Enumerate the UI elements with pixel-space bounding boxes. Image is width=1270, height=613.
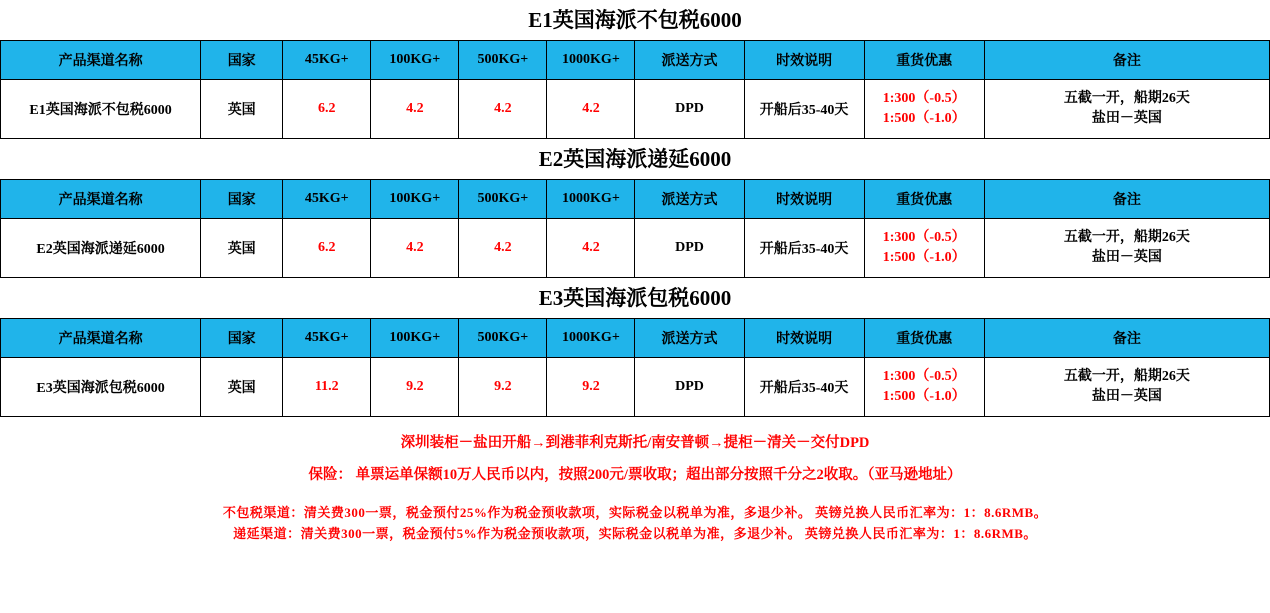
cell-product-channel: E1英国海派不包税6000 (1, 80, 201, 139)
cell-price-100kg: 4.2 (371, 219, 459, 278)
col-product-channel: 产品渠道名称 (1, 180, 201, 219)
cell-delivery-method: DPD (635, 358, 744, 417)
col-1000kg: 1000KG+ (547, 319, 635, 358)
remark-line-2: 盐田－英国 (1091, 250, 1162, 265)
cell-price-500kg: 4.2 (459, 80, 547, 139)
note-route: 深圳装柜－盐田开船→到港菲利克斯托/南安普顿→提柜－清关－交付DPD (400, 435, 870, 451)
note-untaxed-channel: 不包税渠道：清关费300一票，税金预付25%作为税金预收款项，实际税金以税单为准，多退少补。 英镑兑换人民币汇率为：1：8.6RMB。 (222, 505, 1048, 520)
col-heavy-discount: 重货优惠 (864, 319, 984, 358)
cell-product-channel: E3英国海派包税6000 (1, 358, 201, 417)
cell-heavy-discount (864, 80, 984, 139)
col-remark: 备注 (984, 319, 1269, 358)
heavy-discount-line-2: 1:500（-1.0） (882, 389, 966, 404)
remark-line-2: 盐田－英国 (1091, 111, 1162, 126)
section-e3 (0, 278, 1270, 417)
cell-remark (984, 80, 1269, 139)
remark-line-1: 五截一开，船期26天 (1063, 368, 1190, 384)
cell-price-100kg: 4.2 (371, 80, 459, 139)
col-1000kg: 1000KG+ (547, 180, 635, 219)
col-delivery-method: 派送方式 (635, 319, 744, 358)
remark-line-1: 五截一开，船期26天 (1063, 90, 1190, 106)
col-remark: 备注 (984, 180, 1269, 219)
heavy-discount-line-1: 1:300（-0.5） (882, 368, 966, 384)
rate-table (0, 318, 1270, 417)
col-country: 国家 (201, 180, 283, 219)
heavy-discount-line-2: 1:500（-1.0） (882, 250, 966, 265)
cell-price-500kg: 9.2 (459, 358, 547, 417)
col-country: 国家 (201, 319, 283, 358)
col-45kg: 45KG+ (283, 41, 371, 80)
cell-transit-time: 开船后35-40天 (744, 219, 864, 278)
cell-remark (984, 358, 1269, 417)
note-insurance: 保险： 单票运单保额10万人民币以内，按照200元/票收取；超出部分按照千分之2收取。（亚马逊地址） (308, 467, 962, 483)
section-title: E1英国海派不包税6000 (528, 8, 742, 32)
notes-block (0, 417, 1270, 543)
rate-table (0, 179, 1270, 278)
section-e2 (0, 139, 1270, 278)
col-country: 国家 (201, 41, 283, 80)
col-100kg: 100KG+ (371, 41, 459, 80)
col-45kg: 45KG+ (283, 319, 371, 358)
cell-price-500kg: 4.2 (459, 219, 547, 278)
col-transit-time: 时效说明 (744, 180, 864, 219)
col-100kg: 100KG+ (371, 180, 459, 219)
col-delivery-method: 派送方式 (635, 41, 744, 80)
section-title: E3英国海派包税6000 (538, 286, 732, 310)
col-500kg: 500KG+ (459, 319, 547, 358)
note-deferred-channel: 递延渠道：清关费300一票，税金预付5%作为税金预收款项，实际税金以税单为准，多退少补。 英镑兑换人民币汇率为：1：8.6RMB。 (233, 526, 1037, 541)
heavy-discount-line-1: 1:300（-0.5） (882, 229, 966, 245)
cell-price-1000kg: 4.2 (547, 219, 635, 278)
cell-price-45kg: 6.2 (283, 219, 371, 278)
cell-remark (984, 219, 1269, 278)
cell-price-1000kg: 4.2 (547, 80, 635, 139)
cell-price-100kg: 9.2 (371, 358, 459, 417)
cell-heavy-discount (864, 358, 984, 417)
section-title: E2英国海派递延6000 (538, 147, 732, 171)
col-heavy-discount: 重货优惠 (864, 41, 984, 80)
col-transit-time: 时效说明 (744, 319, 864, 358)
notes-spacer (0, 489, 1270, 501)
col-transit-time: 时效说明 (744, 41, 864, 80)
remark-line-2: 盐田－英国 (1091, 389, 1162, 404)
cell-country: 英国 (201, 358, 283, 417)
cell-delivery-method: DPD (635, 219, 744, 278)
col-product-channel: 产品渠道名称 (1, 319, 201, 358)
col-500kg: 500KG+ (459, 41, 547, 80)
col-product-channel: 产品渠道名称 (1, 41, 201, 80)
heavy-discount-line-1: 1:300（-0.5） (882, 90, 966, 106)
cell-transit-time: 开船后35-40天 (744, 358, 864, 417)
table-row (1, 219, 1270, 278)
heavy-discount-line-2: 1:500（-1.0） (882, 111, 966, 126)
cell-country: 英国 (201, 80, 283, 139)
table-header-row (1, 319, 1270, 358)
table-header-row (1, 180, 1270, 219)
col-remark: 备注 (984, 41, 1269, 80)
cell-heavy-discount (864, 219, 984, 278)
cell-product-channel: E2英国海派递延6000 (1, 219, 201, 278)
col-delivery-method: 派送方式 (635, 180, 744, 219)
col-1000kg: 1000KG+ (547, 41, 635, 80)
cell-price-1000kg: 9.2 (547, 358, 635, 417)
cell-country: 英国 (201, 219, 283, 278)
col-500kg: 500KG+ (459, 180, 547, 219)
col-45kg: 45KG+ (283, 180, 371, 219)
cell-price-45kg: 6.2 (283, 80, 371, 139)
cell-delivery-method: DPD (635, 80, 744, 139)
col-100kg: 100KG+ (371, 319, 459, 358)
rate-table (0, 40, 1270, 139)
table-row (1, 358, 1270, 417)
remark-line-1: 五截一开，船期26天 (1063, 229, 1190, 245)
table-row (1, 80, 1270, 139)
cell-transit-time: 开船后35-40天 (744, 80, 864, 139)
cell-price-45kg: 11.2 (283, 358, 371, 417)
section-e1 (0, 0, 1270, 139)
table-header-row (1, 41, 1270, 80)
col-heavy-discount: 重货优惠 (864, 180, 984, 219)
